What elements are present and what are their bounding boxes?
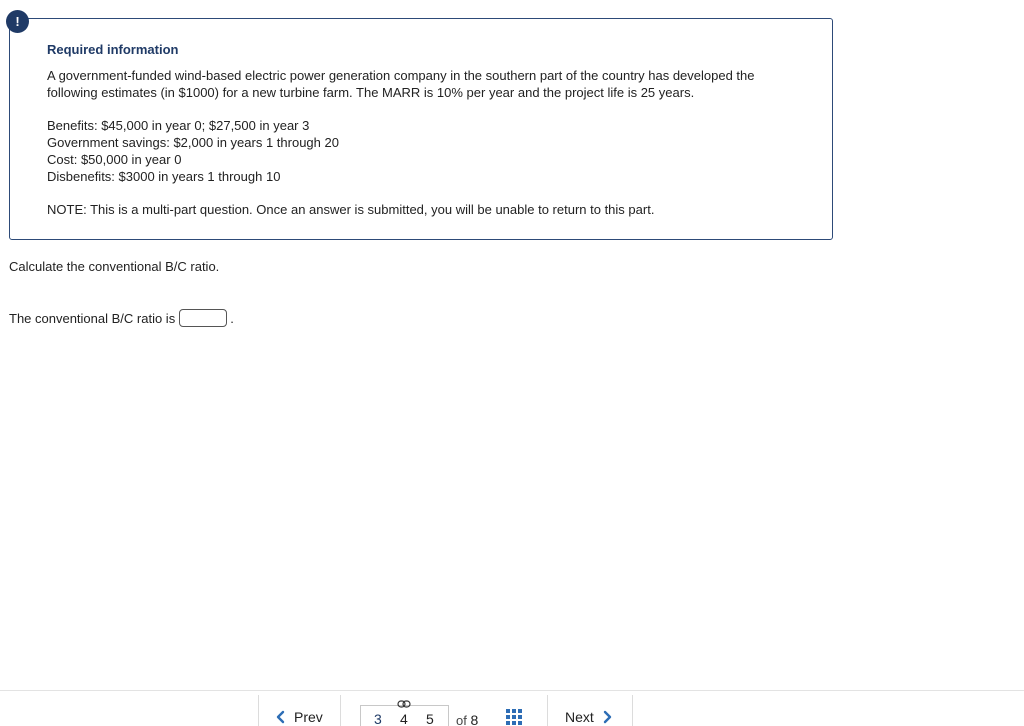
prev-button[interactable]	[274, 709, 323, 725]
of-label: of	[456, 713, 467, 726]
next-label: Next	[565, 709, 594, 725]
link-icon	[397, 700, 411, 708]
list-item: Benefits: $45,000 in year 0; $27,500 in year 3	[47, 118, 310, 133]
nav-divider	[632, 695, 633, 726]
question-prompt: Calculate the conventional B/C ratio.	[9, 259, 220, 274]
chevron-right-icon	[602, 710, 614, 724]
required-info-paragraph: A government-funded wind-based electric power generation company in the southern part of the country has developed the following estimates (in $1000) for a new turbine farm. The MARR is 10% per year and the project life is 25 years.	[47, 68, 755, 100]
answer-label: The conventional B/C ratio is	[9, 310, 176, 326]
next-button[interactable]	[565, 709, 614, 725]
required-info-title: Required information	[47, 42, 179, 57]
bc-ratio-input[interactable]	[179, 309, 227, 327]
list-item: Government savings: $2,000 in years 1 through 20	[47, 135, 339, 150]
grid-icon[interactable]	[506, 709, 522, 725]
page-5-button[interactable]: 5	[426, 711, 434, 726]
answer-row	[9, 309, 234, 327]
total-pages: 8	[470, 712, 479, 726]
page-count	[456, 712, 478, 726]
alert-icon: !	[6, 10, 29, 33]
chevron-left-icon	[274, 710, 286, 724]
prev-label: Prev	[294, 709, 323, 725]
required-info-panel	[9, 18, 833, 240]
answer-suffix: .	[230, 310, 234, 326]
list-item: Disbenefits: $3000 in years 1 through 10	[47, 169, 281, 184]
nav-divider	[547, 695, 548, 726]
bottom-navigation	[0, 690, 1024, 726]
page-3-button[interactable]: 3	[374, 711, 382, 726]
multipart-note: NOTE: This is a multi-part question. Once an answer is submitted, you will be unable to return to this part.	[47, 202, 655, 217]
list-item: Cost: $50,000 in year 0	[47, 152, 182, 167]
page-4-button[interactable]: 4	[400, 711, 408, 726]
estimates-list	[47, 117, 339, 185]
nav-divider	[258, 695, 259, 726]
nav-divider	[340, 695, 341, 726]
